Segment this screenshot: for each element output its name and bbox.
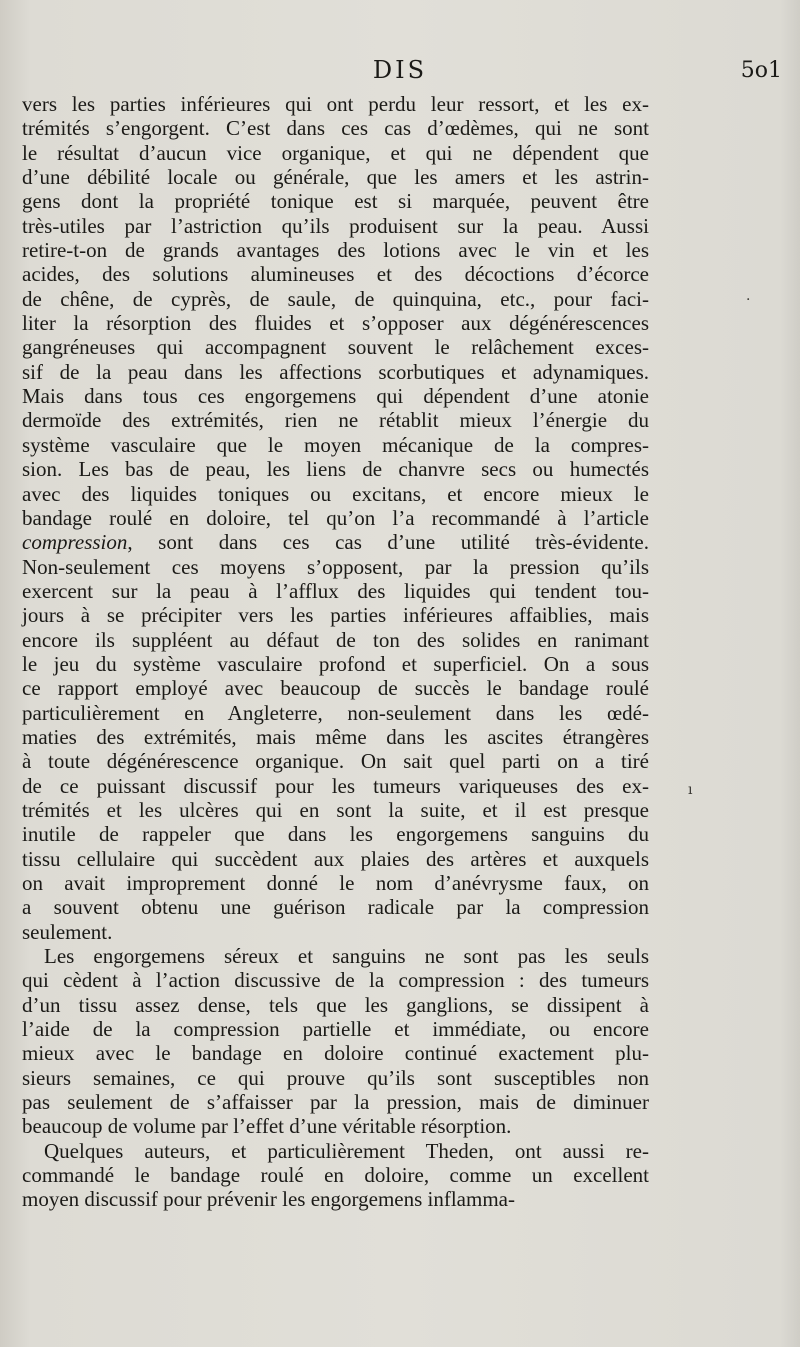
text-line: liter la résorption des fluides et s’opposer aux dégénérescences <box>22 311 649 336</box>
text-line: sieurs semaines, ce qui prouve qu’ils sont susceptibles non <box>22 1065 649 1090</box>
text-line: dermoïde des extrémités, rien ne rétablit mieux l’énergie du <box>22 408 649 433</box>
text-line: retire-t-on de grands avantages des lotions avec le vin et les <box>22 238 649 263</box>
text-line: maties des extrémités, mais même dans les ascites étrangères <box>22 724 649 749</box>
text-line: moyen discussif pour prévenir les engorgemens inflamma- <box>22 1187 515 1212</box>
text-line: qui cèdent à l’action discussive de la compression : des tumeurs <box>22 968 649 993</box>
text-line: on avait improprement donné le nom d’anévrysme faux, on <box>22 871 649 895</box>
text-line: gangréneuses qui accompagnent souvent le relâchement exces- <box>22 335 649 360</box>
text-line: de ce puissant discussif pour les tumeurs variqueuses des ex- <box>22 773 649 798</box>
paragraph <box>22 944 649 1139</box>
text-line: Quelques auteurs, et particulièrement Theden, ont aussi re- <box>44 1138 649 1163</box>
text-line: beaucoup de volume par l’effet d’une véritable résorption. <box>22 1114 512 1139</box>
text-line: sion. Les bas de peau, les liens de chanvre secs ou humectés <box>22 457 649 482</box>
text-line: mieux avec le bandage en doloire continué exactement plu- <box>22 1041 649 1066</box>
text-line: encore ils suppléent au défaut de ton des solides en ranimant <box>22 627 649 652</box>
text-line: bandage roulé en doloire, tel qu’on l’a recommandé à l’article <box>22 505 649 530</box>
text-line: a souvent obtenu une guérison radicale par la compression <box>22 895 649 920</box>
text-line: trémités et les ulcères qui en sont la suite, et il est presque <box>22 797 649 822</box>
text-line: tissu cellulaire qui succèdent aux plaies des artères et auxquels <box>22 846 649 871</box>
text-line: l’aide de la compression partielle et immédiate, ou encore <box>22 1017 649 1042</box>
stray-mark: ı <box>688 782 693 798</box>
text-line: d’une débilité locale ou générale, que les amers et les astrin- <box>22 165 649 190</box>
text-line: le jeu du système vasculaire profond et superficiel. On a sous <box>22 651 649 676</box>
text-line: Les engorgemens séreux et sanguins ne sont pas les seuls <box>44 944 649 969</box>
text-line: le résultat d’aucun vice organique, et qui ne dépendent que <box>22 140 649 165</box>
text-line: exercent sur la peau à l’afflux des liquides qui tendent tou- <box>22 578 649 603</box>
text-line: avec des liquides toniques ou excitans, et encore mieux le <box>22 481 649 506</box>
text-line: très-utiles par l’astriction qu’ils produisent sur la peau. Aussi <box>22 213 649 238</box>
text-line: à toute dégénérescence organique. On sait quel parti on a tiré <box>22 749 649 774</box>
text-line: d’un tissu assez dense, tels que les ganglions, se dissipent à <box>22 992 649 1017</box>
body-text <box>22 92 649 1212</box>
page-header <box>0 56 800 92</box>
text-line: de chêne, de cyprès, de saule, de quinquina, etc., pour faci- <box>22 286 649 311</box>
text-line: ce rapport employé avec beaucoup de succès le bandage roulé <box>22 676 649 701</box>
text-line: jours à se précipiter vers les parties inférieures affaiblies, mais <box>22 603 649 628</box>
text-line: acides, des solutions alumineuses et des décoctions d’écorce <box>22 262 649 287</box>
paragraph <box>22 92 649 944</box>
text-line: système vasculaire que le moyen mécanique de la compres- <box>22 432 649 457</box>
text-line: pas seulement de s’affaisser par la pression, mais de diminuer <box>22 1090 649 1115</box>
stray-mark: · <box>746 292 751 308</box>
text-line: trémités s’engorgent. C’est dans ces cas d’œdèmes, qui ne sont <box>22 116 649 141</box>
text-line: Non-seulement ces moyens s’opposent, par la pression qu’ils <box>22 554 649 579</box>
text-line: sif de la peau dans les affections scorbutiques et adynamiques. <box>22 359 649 384</box>
text-line: inutile de rappeler que dans les engorgemens sanguins du <box>22 822 649 847</box>
paragraph <box>22 1139 649 1212</box>
text-line: vers les parties inférieures qui ont perdu leur ressort, et les ex- <box>22 92 649 116</box>
page-number: 5o1 <box>740 58 782 83</box>
text-line: gens dont la propriété tonique est si marquée, peuvent être <box>22 189 649 214</box>
text-line: Mais dans tous ces engorgemens qui dépendent d’une atonie <box>22 384 649 409</box>
text-line: compression, sont dans ces cas d’une utilité très-évidente. <box>22 530 649 555</box>
running-title: DIS <box>372 56 428 84</box>
text-line: seulement. <box>22 919 113 944</box>
text-line: commandé le bandage roulé en doloire, comme un excellent <box>22 1163 649 1188</box>
text-line: particulièrement en Angleterre, non-seulement dans les œdé- <box>22 700 649 725</box>
